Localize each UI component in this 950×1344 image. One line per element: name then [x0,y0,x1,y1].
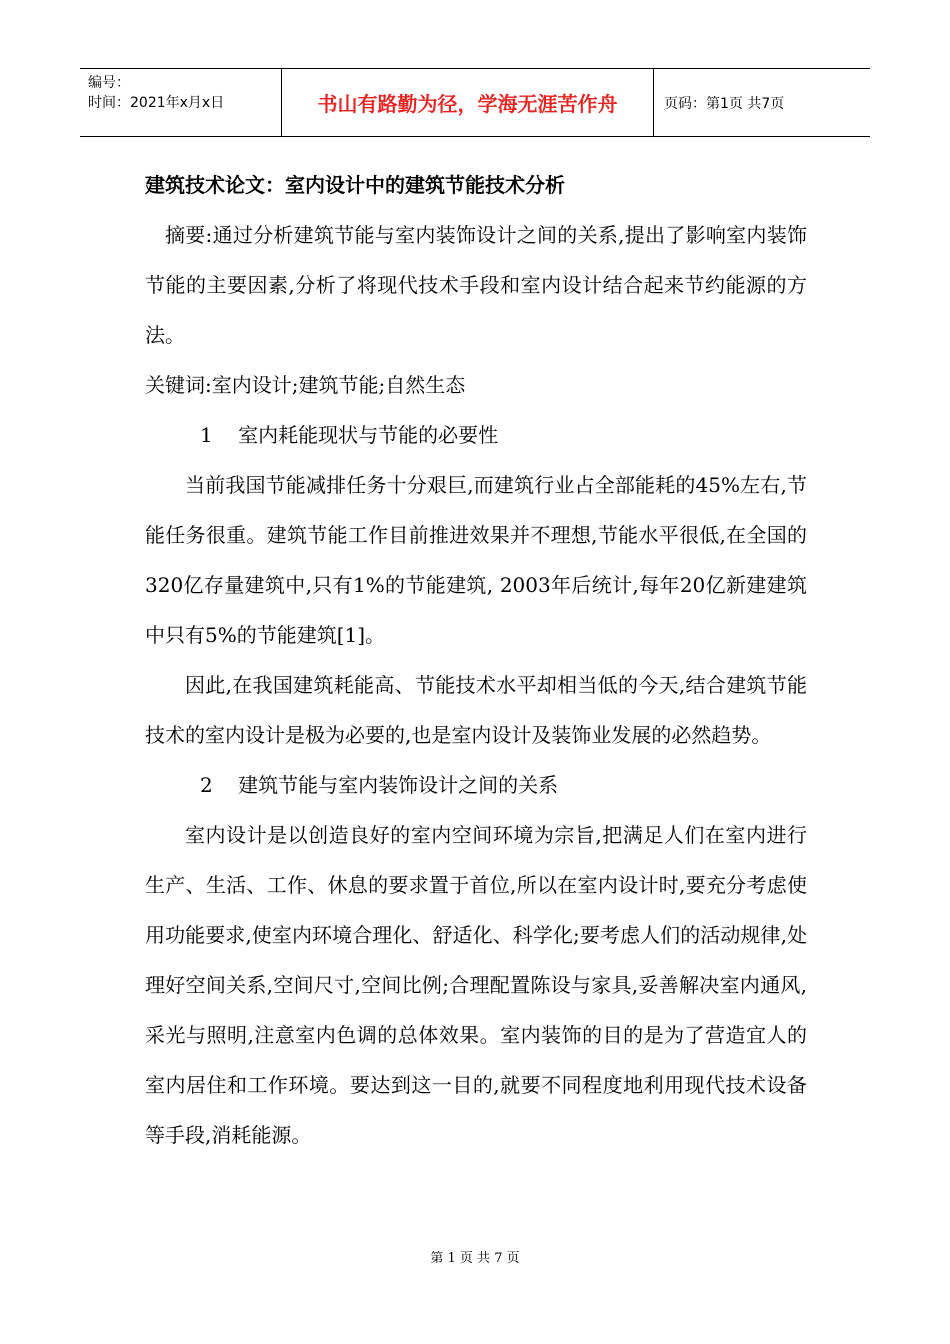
abstract-paragraph: 摘要:通过分析建筑节能与室内装饰设计之间的关系,提出了影响室内装饰节能的主要因素,分析了将现代技术手段和室内设计结合起来节约能源的方法。 [145,223,807,347]
header-meta [80,69,282,136]
page-header [80,68,870,137]
keywords-line: 关键词:室内设计;建筑节能;自然生态 [145,373,466,397]
page-footer: 第 1 页 共 7 页 [430,1251,520,1266]
section-1-heading: 1 室内耗能现状与节能的必要性 [200,423,499,447]
article-body [145,160,807,1160]
section-1-paragraph-1: 当前我国节能减排任务十分艰巨,而建筑行业占全部能耗的45%左右,节能任务很重。建筑节能工作目前推进效果并不理想,节能水平很低,在全国的320亿存量建筑中,只有1%的节能建筑, 2003年后统计,每年20亿新建建筑中只有5%的节能建筑[1]。 [145,473,807,647]
document-time-label: 时间：2021年x月x日 [88,95,225,111]
section-2-heading: 2 建筑节能与室内装饰设计之间的关系 [200,773,559,797]
article-title: 建筑技术论文：室内设计中的建筑节能技术分析 [145,173,565,197]
header-page-info: 页码：第1页 共7页 [664,95,785,112]
header-motto: 书山有路勤为径，学海无涯苦作舟 [282,69,654,136]
section-1-paragraph-2: 因此,在我国建筑耗能高、节能技术水平却相当低的今天,结合建筑节能技术的室内设计是极为必要的,也是室内设计及装饰业发展的必然趋势。 [145,673,807,747]
document-number-label: 编号： [88,75,130,91]
section-2-paragraph-1: 室内设计是以创造良好的室内空间环境为宗旨,把满足人们在室内进行生产、生活、工作、休息的要求置于首位,所以在室内设计时,要充分考虑使用功能要求,使室内环境合理化、舒适化、科学化;要考虑人们的活动规律,处理好空间关系,空间尺寸,空间比例;合理配置陈设与家具,妥善解决室内通风,采光与照明,注意室内色调的总体效果。室内装饰的目的是为了营造宜人的室内居住和工作环境。要达到这一目的,就要不同程度地利用现代技术设备等手段,消耗能源。 [145,823,807,1147]
